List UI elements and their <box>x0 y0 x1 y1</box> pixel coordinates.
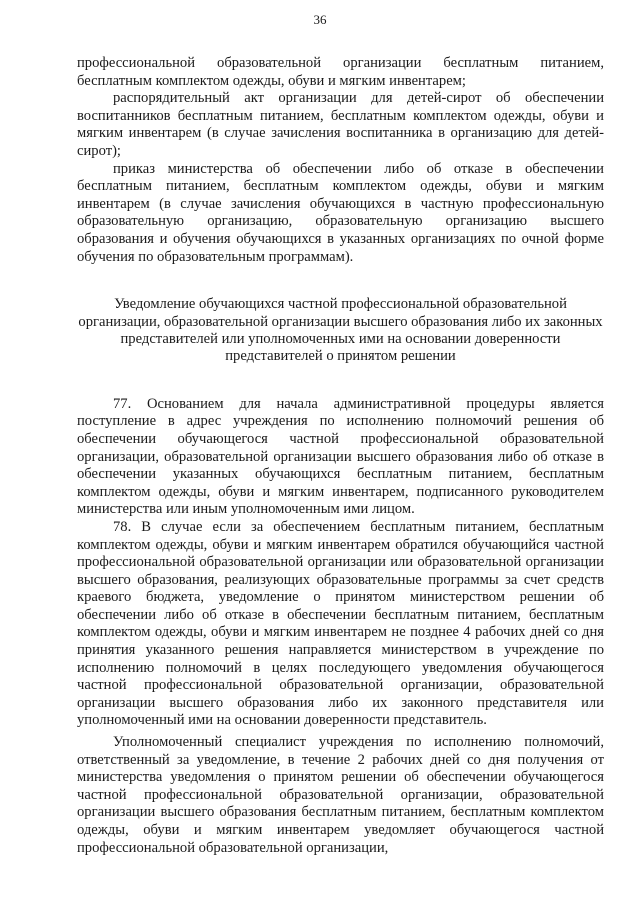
page-number: 36 <box>313 12 327 27</box>
paragraph-77: 77. Основанием для начала административной процедуры является поступление в адрес учреждения по исполнению полномочий решения об обеспечении обучающегося частной профессиональной образовательной организации, образовательной организации высшего образования либо об отказе в обеспечении указанных обучающихся бесплатным питанием, бесплатным комплектом одежды, обуви и мягким инвентарем, подписанного руководителем министерства или иным уполномоченным ими лицом. <box>77 395 604 518</box>
document-body <box>77 55 604 857</box>
paragraph-specialist: Уполномоченный специалист учреждения по исполнению полномочий, ответственный за уведомление, в течение 2 рабочих дней со дня получения от министерства уведомления о принятом решении об обеспечении обучающегося частной профессиональной образовательной организации, образовательной организации высшего образования бесплатным питанием, бесплатным комплектом одежды, обуви и мягким инвентарем уведомляет обучающегося частной профессиональной образовательной организации, <box>77 734 604 856</box>
section-heading: Уведомление обучающихся частной профессиональной образовательной организации, образовательной организации высшего образования либо их законных представителей или уполномоченных ими на основании доверенности представителей о принятом решении <box>78 296 603 365</box>
paragraph-78: 78. В случае если за обеспечением бесплатным питанием, бесплатным комплектом одежды, обуви и мягким инвентарем обратился обучающийся частной профессиональной образовательной организации или образовательной организации высшего образования, реализующих образовательные программы за счет средств краевого бюджета, уведомление о принятом министерством решении об обеспечении либо об отказе в обеспечении бесплатным питанием, бесплатным комплектом одежды, обуви и мягким инвентарем не позднее 4 рабочих дней со дня принятия указанного решения направляется министерством в учреждение по исполнению полномочий в целях последующего уведомления обучающегося частной профессиональной образовательной организации, образовательной организации высшего образования либо их законного представителя или уполномоченный ими на основании доверенности представитель. <box>77 518 604 729</box>
paragraph-orphanage-act: распорядительный акт организации для детей-сирот об обеспечении воспитанников бесплатным питанием, бесплатным комплектом одежды, обуви и мягким инвентарем (в случае зачисления воспитанника в организацию для детей-сирот); <box>77 90 604 159</box>
paragraph-continuation: профессиональной образовательной организации бесплатным питанием, бесплатным комплектом одежды, обуви и мягким инвентарем; <box>77 55 604 89</box>
paragraph-ministry-order: приказ министерства об обеспечении либо об отказе в обеспечении бесплатным питанием, бесплатным комплектом одежды, обуви и мягким инвентарем (в случае зачисления обучающихся в частную профессиональную образовательную организацию, образовательную организацию высшего образования и обучения обучающихся в указанных организациях по очной форме обучения по образовательным программам). <box>77 160 604 265</box>
